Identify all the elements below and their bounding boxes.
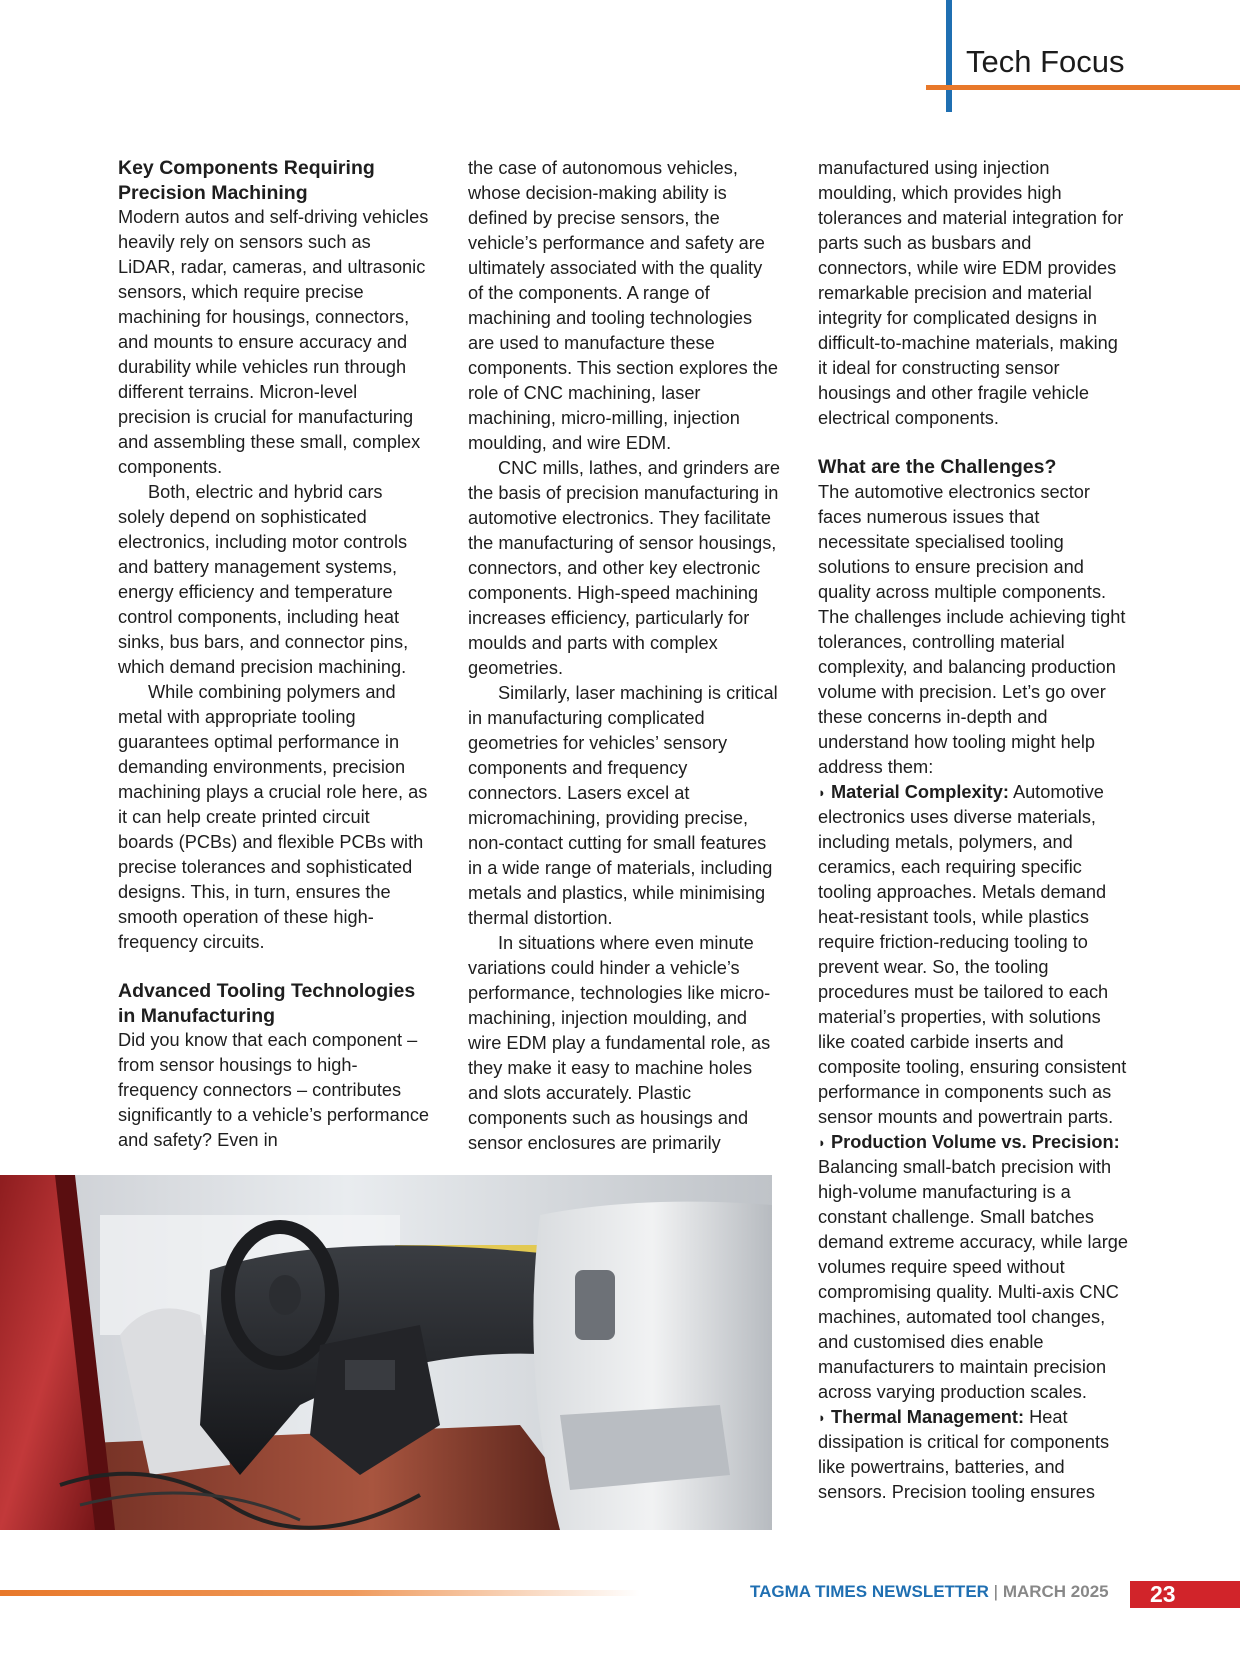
bullet-icon: ◗ — [818, 1409, 826, 1425]
bullet-item-material-complexity — [818, 780, 1130, 1130]
paragraph: Both, electric and hybrid cars solely depend on sophisticated electronics, including motor controls and battery management systems, energy efficiency and temperature control components, including heat sinks, bus bars, and connector pins, which demand precision machining. — [118, 482, 409, 677]
spacer — [818, 431, 1130, 455]
paragraph: Similarly, laser machining is critical in manufacturing complicated geometries for vehicles’ sensory components and frequency connectors. Lasers excel at micromachining, providing precise, non-contact cutting for small features in a wide range of materials, including metals and plastics, while minimising thermal distortion. — [468, 683, 778, 928]
car-interior-illustration — [0, 1175, 772, 1530]
bullet-text: Balancing small-batch precision with high-volume manufacturing is a constant challenge. Small batches demand extreme accuracy, while large volumes require speed without compromising quality. Multi-axis CNC machines, automated tool changes, and customised dies enable manufacturers to maintain precision across varying production scales. — [818, 1156, 1129, 1402]
paragraph: In situations where even minute variations could hinder a vehicle’s performance, technologies like micro-machining, injection moulding, and wire EDM play a fundamental role, as they make it easy to machine holes and slots accurately. Plastic components such as housings and sensor enclosures are primarily — [468, 933, 771, 1153]
bullet-icon: ◗ — [818, 784, 826, 800]
heading-advanced-tooling: Advanced Tooling Technologies in Manufacturing — [118, 980, 416, 1027]
page-number: 23 — [1130, 1581, 1240, 1608]
bullet-text: Automotive electronics uses diverse materials, including metals, polymers, and ceramics, each requiring specific tooling approaches. Metals demand heat-resistant tools, while plastics require friction-reducing tooling to prevent wear. So, the tooling procedures must be tailored to each material’s properties, with solutions like coated carbide inserts and composite tooling, ensuring consistent performance in components such as sensor mounts and powertrain parts. — [818, 781, 1127, 1127]
paragraph: manufactured using injection moulding, which provides high tolerances and material integration for parts such as busbars and connectors, while wire EDM provides remarkable precision and material integrity for complicated designs in difficult-to-machine materials, making it ideal for constructing sensor housings and other fragile vehicle electrical components. — [818, 158, 1124, 428]
bullet-label: Material Complexity: — [831, 781, 1009, 802]
bullet-item-production-volume — [818, 1130, 1130, 1405]
section-title: Tech Focus — [966, 44, 1125, 79]
footer-separator: | — [988, 1582, 1003, 1601]
bullet-item-thermal-management — [818, 1405, 1130, 1505]
issue-date: MARCH 2025 — [1002, 1582, 1109, 1601]
article-column-3 — [818, 156, 1130, 1505]
heading-challenges: What are the Challenges? — [818, 456, 1057, 478]
article-column-2 — [468, 156, 780, 1156]
paragraph: Did you know that each component – from sensor housings to high-frequency connectors – contributes significantly to a vehicle’s performance and safety? Even in — [118, 1030, 430, 1150]
bullet-label: Production Volume vs. Precision: — [831, 1131, 1120, 1152]
bullet-label: Thermal Management: — [831, 1406, 1025, 1427]
paragraph: CNC mills, lathes, and grinders are the basis of precision manufacturing in automotive electronics. They facilitate the manufacturing of sensor housings, connectors, and other key electronic components. High-speed machining increases efficiency, particularly for moulds and parts with complex geometries. — [468, 458, 781, 678]
bullet-text: Heat dissipation is critical for components like powertrains, batteries, and sensors. Precision tooling ensures — [818, 1406, 1110, 1502]
header-accent-horizontal-line — [926, 85, 1240, 90]
article-column-1 — [118, 156, 430, 1153]
footer-credit — [750, 1582, 1109, 1602]
heading-key-components: Key Components Requiring Precision Machining — [118, 157, 375, 204]
paragraph: The automotive electronics sector faces numerous issues that necessitate specialised tooling solutions to ensure precision and quality across multiple components. The challenges include achieving tight tolerances, controlling material complexity, and balancing production volume with precision. Let’s go over these concerns in-depth and understand how tooling might help address them: — [818, 481, 1126, 777]
paragraph: the case of autonomous vehicles, whose decision-making ability is defined by precise sensors, the vehicle’s performance and safety are ultimately associated with the quality of the components. A range of machining and tooling technologies are used to manufacture these components. This section explores the role of CNC machining, laser machining, micro-milling, injection moulding, and wire EDM. — [468, 158, 779, 453]
car-interior-photo — [0, 1175, 772, 1530]
newsletter-name: TAGMA TIMES NEWSLETTER — [750, 1582, 989, 1601]
bullet-icon: ◗ — [818, 1134, 826, 1150]
spacer — [118, 955, 430, 979]
paragraph: While combining polymers and metal with appropriate tooling guarantees optimal performance in demanding environments, precision machining plays a crucial role here, as it can help create printed circuit boards (PCBs) and flexible PCBs with precise tolerances and sophisticated designs. This, in turn, ensures the smooth operation of these high-frequency circuits. — [118, 682, 428, 952]
footer-accent-line — [0, 1590, 640, 1596]
header-accent-vertical-line — [946, 0, 952, 112]
paragraph: Modern autos and self-driving vehicles heavily rely on sensors such as LiDAR, radar, cameras, and ultrasonic sensors, which require precise machining for housings, connectors, and mounts to ensure accuracy and durability while vehicles run through different terrains. Micron-level precision is crucial for manufacturing and assembling these small, complex components. — [118, 207, 429, 477]
